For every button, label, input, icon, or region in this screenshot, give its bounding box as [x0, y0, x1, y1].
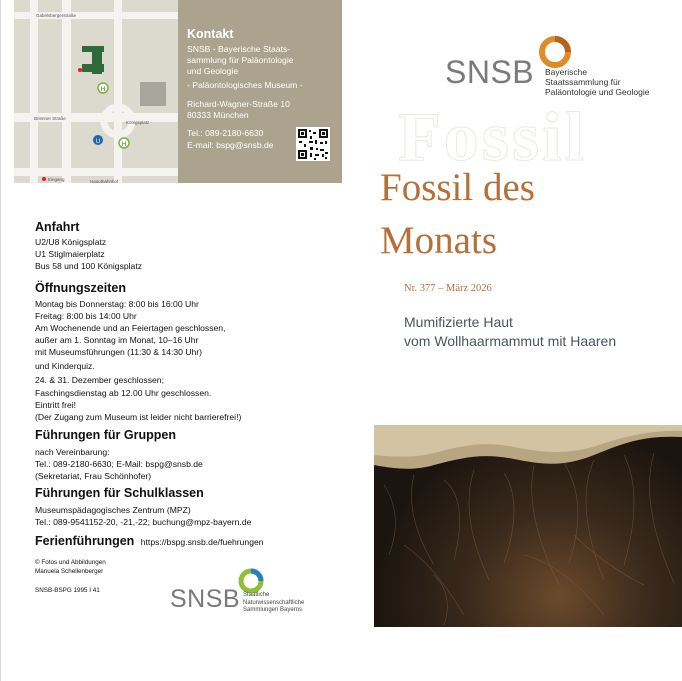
oeffnung-line: Montag bis Donnerstag: 8:00 bis 16:00 Uhr [35, 299, 199, 309]
anfahrt-heading: Anfahrt [35, 220, 80, 234]
anfahrt-line: Bus 58 und 100 Königsplatz [35, 261, 143, 271]
contact-line: - Paläontologisches Museum - [187, 80, 303, 90]
credits-line: © Fotos und Abbildungen [35, 559, 106, 566]
oeffnung-line: (Der Zugang zum Museum ist leider nicht barrierefrei!) [35, 412, 242, 422]
oeffnung-heading: Öffnungszeiten [35, 281, 126, 295]
gruppen-line: nach Vereinbarung: [35, 447, 110, 457]
ferien-row [35, 532, 264, 550]
contact-email-link[interactable]: E-mail: bspg@snsb.de [187, 140, 274, 150]
logo-line: Paläontologie und Geologie [545, 87, 650, 97]
svg-text:U: U [95, 139, 101, 145]
gruppen-heading: Führungen für Gruppen [35, 428, 176, 442]
contact-address: Richard-Wagner-Straße 10 [187, 99, 290, 109]
oeffnung-line: Eintritt frei! [35, 400, 77, 410]
credits-line: Manuela Schellenberger [35, 568, 104, 575]
schulklassen-heading: Führungen für Schulklassen [35, 486, 204, 500]
cover-title-line1: Fossil des [380, 166, 535, 209]
svg-text:H: H [121, 142, 127, 148]
logo-word: SNSB [170, 585, 241, 613]
snsb-ring-icon [535, 32, 575, 72]
oeffnung-line: Faschingsdienstag ab 12.00 Uhr geschlossen. [35, 388, 212, 398]
credits-code: SNSB-BSPG 1995 I 41 [35, 587, 100, 594]
anfahrt-line: U1 Stiglmaierplatz [35, 249, 105, 259]
contact-line: und Geologie [187, 66, 239, 76]
cover-subtitle-line1: Mumifizierte Haut [404, 314, 513, 330]
contact-line: sammlung für Paläontologie [187, 55, 294, 65]
svg-text:Gabelsbergerstraße: Gabelsbergerstraße [36, 13, 77, 18]
schulklassen-line: Museumspädagogisches Zentrum (MPZ) [35, 505, 191, 515]
mammoth-skin-photo [374, 425, 682, 627]
gruppen-line: (Sekretariat, Frau Schönhofer) [35, 471, 152, 481]
oeffnung-line: Am Wochenende und an Feiertagen geschlossen, [35, 323, 226, 333]
svg-text:Eingang: Eingang [48, 177, 65, 182]
svg-text:Brienner Straße: Brienner Straße [34, 116, 66, 121]
anfahrt-line: U2/U8 Königsplatz [35, 237, 107, 247]
background-watermark-word: Fossil [398, 99, 588, 176]
contact-line: SNSB - Bayerische Staats- [187, 44, 291, 54]
logo-line: Staatssammlung für [545, 77, 621, 87]
qr-code-icon[interactable] [296, 127, 330, 161]
svg-text:H: H [100, 87, 106, 93]
oeffnung-line: und Kinderquiz. [35, 361, 95, 371]
contact-title: Kontakt [187, 27, 234, 41]
oeffnung-line: außer am 1. Sonntag im Monat, 10–16 Uhr [35, 335, 199, 345]
ferien-heading: Ferienführungen [35, 534, 135, 548]
logo-line: Bayerische [545, 67, 588, 77]
schulklassen-line: Tel.: 089-9541152-20, -21,-22; buchung@mpz-bayern.de [35, 517, 252, 527]
page-edge [0, 0, 1, 681]
oeffnung-line: mit Museumsführungen (11:30 & 14:30 Uhr) [35, 347, 203, 357]
logo-line: Staatliche [243, 592, 270, 598]
contact-postcode: 80333 München [187, 110, 249, 120]
svg-text:Königsplatz: Königsplatz [126, 120, 150, 125]
gruppen-line: Tel.: 089-2180-6630; E-Mail: bspg@snsb.de [35, 459, 203, 469]
oeffnung-line: 24. & 31. Dezember geschlossen; [35, 375, 164, 385]
location-map [14, 0, 178, 183]
ferien-link[interactable]: https://bspg.snsb.de/fuehrungen [140, 537, 264, 547]
cover-title-line2: Monats [380, 219, 497, 262]
svg-text:Hauptbahnhof: Hauptbahnhof [90, 179, 119, 183]
logo-line: Naturwissenschaftliche [243, 599, 305, 606]
oeffnung-line: Freitag: 8:00 bis 14:00 Uhr [35, 311, 137, 321]
logo-line: Sammlungen Bayerns [243, 607, 303, 613]
issue-number: Nr. 377 – März 2026 [404, 283, 492, 294]
contact-box [178, 0, 342, 183]
logo-word: SNSB [445, 54, 535, 90]
contact-phone: Tel.: 089-2180-6630 [187, 128, 264, 138]
cover-subtitle-line2: vom Wollhaarmammut mit Haaren [404, 333, 617, 349]
